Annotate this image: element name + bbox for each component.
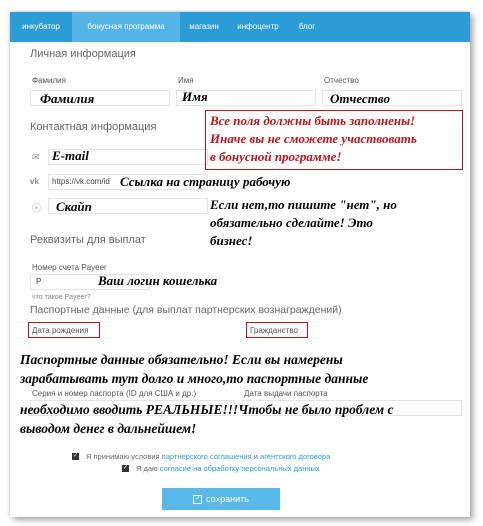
payout-heading: Реквизиты для выплат bbox=[30, 234, 146, 246]
consent-checkbox[interactable]: ✓ bbox=[122, 465, 129, 471]
contact-info-heading: Контактная информация bbox=[30, 121, 157, 133]
passport-note-line2: зарабатывать тут долго и много,то паспортные данные bbox=[20, 371, 369, 386]
patronymic-annotation: Отчество bbox=[330, 91, 390, 106]
payeer-help-link[interactable]: что такое Payeer? bbox=[32, 294, 91, 301]
patronymic-label: Отчество bbox=[324, 76, 359, 85]
save-button[interactable] bbox=[162, 488, 280, 510]
terms-and: и bbox=[253, 452, 258, 461]
tab-blog[interactable]: блог bbox=[298, 22, 316, 31]
top-nav bbox=[10, 12, 470, 42]
passport-issue-date-label: Дата выдачи паспорта bbox=[244, 389, 328, 398]
email-annotation: E-mail bbox=[52, 148, 89, 163]
terms-checkbox[interactable]: ✓ bbox=[72, 453, 79, 459]
skype-icon: ⓢ bbox=[32, 203, 42, 213]
birthdate-label: Дата рождения bbox=[32, 326, 89, 335]
terms-agreement-text bbox=[86, 452, 330, 461]
data-processing-consent-link[interactable]: согласие на обработку персональных данных bbox=[159, 464, 320, 473]
tab-incubator[interactable]: инкубатор bbox=[22, 22, 60, 31]
vk-link-value: https://vk.com/id bbox=[52, 177, 110, 186]
partner-agreement-link[interactable]: партнерского соглашения bbox=[161, 452, 252, 461]
passport-heading: Паспортные данные (для выплат партнерских вознаграждений) bbox=[30, 304, 342, 316]
skype-comment-line2: обязательно сделайте! Это bbox=[210, 215, 373, 230]
citizenship-label: Гражданство bbox=[250, 326, 298, 335]
payeer-label: Номер счета Payeer bbox=[32, 263, 107, 272]
passport-note-line4: выводом денег в дальнейшем! bbox=[20, 421, 197, 436]
tab-bonus-program[interactable]: бонусная программа bbox=[72, 12, 180, 42]
vk-annotation: Ссылка на страницу рабочую bbox=[120, 174, 291, 189]
save-button-label: сохранить bbox=[206, 494, 249, 504]
first-name-annotation: Имя bbox=[182, 89, 208, 104]
warning-line3: в бонусной программе! bbox=[210, 149, 342, 164]
skype-annotation: Скайп bbox=[56, 199, 92, 214]
profile-form-card bbox=[10, 12, 470, 517]
checkbox-icon: ✓ bbox=[195, 496, 201, 503]
skype-comment-line1: Если нет,то пишите "нет", но bbox=[210, 197, 397, 212]
last-name-label: Фамилия bbox=[32, 76, 66, 85]
payeer-account-value: P bbox=[36, 277, 42, 286]
last-name-annotation: Фамилия bbox=[40, 91, 95, 106]
skype-comment-line3: бизнес! bbox=[210, 233, 253, 248]
consent-prefix: Я даю bbox=[136, 464, 158, 473]
warning-line2: Иначе вы не сможете участвовать bbox=[210, 131, 417, 146]
tab-infocenter[interactable]: инфоцентр bbox=[237, 22, 279, 31]
first-name-label: Имя bbox=[178, 76, 194, 85]
agency-contract-link[interactable]: агентского договора bbox=[260, 452, 331, 461]
passport-note-line1: Паспортные данные обязательно! Если вы намерены bbox=[20, 352, 343, 367]
envelope-icon: ✉ bbox=[32, 152, 40, 162]
personal-info-heading: Личная информация bbox=[30, 48, 136, 60]
payeer-annotation: Ваш логин кошелька bbox=[98, 273, 218, 288]
warning-line1: Все поля должны быть заполнены! bbox=[210, 113, 416, 128]
terms-prefix: Я принимаю условия bbox=[86, 452, 160, 461]
consent-text bbox=[136, 464, 320, 473]
vk-icon: vk bbox=[30, 177, 39, 186]
passport-series-label: Серия и номер паспорта (ID для США и др.) bbox=[32, 389, 197, 398]
passport-note-line3: необходимо вводить РЕАЛЬНЫЕ!!!Чтобы не было проблем с bbox=[20, 402, 394, 417]
tab-shop[interactable]: магазин bbox=[189, 22, 219, 31]
